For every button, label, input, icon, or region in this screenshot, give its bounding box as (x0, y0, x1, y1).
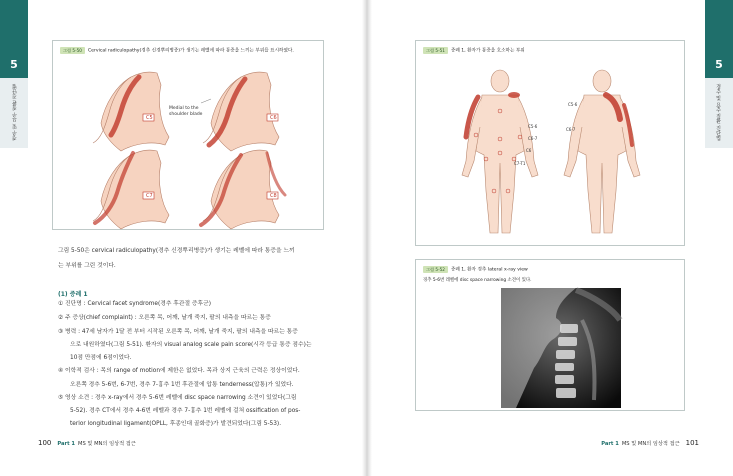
figure-tag: 그림 5-51 (423, 47, 448, 54)
tender-label: C5-6 (528, 124, 538, 129)
figure-tag: 그림 5-50 (60, 47, 85, 54)
level-c5: C5 (146, 115, 153, 121)
figure-tag: 그림 5-52 (423, 266, 448, 273)
footer-title-right: MS 및 MN의 임상적 접근 (621, 441, 680, 447)
svg-text:Medial to the: Medial to the (169, 106, 199, 111)
level-c8: C8 (270, 193, 277, 199)
figure-caption-text: 증례 1, 환자 경추 lateral x-ray view (450, 267, 528, 273)
cervical-xray (416, 260, 686, 412)
footer-title-left: MS 및 MN의 임상적 접근 (78, 441, 136, 447)
case-item: 오른쪽 경추 5-6번, 6-7번, 경추 7-흉추 1번 후관절에 압통 tenderness(압통)가 있었다. (70, 382, 294, 388)
chapter-tab-right (705, 0, 733, 78)
body-chart (416, 41, 686, 247)
paragraph-line-2: 는 부위를 그린 것이다. (58, 263, 116, 269)
figure-caption-text: Cervical radiculopathy(경추 신경뿌리병증)가 생기는 레벨에 따라 통증을 느끼는 부위를 표시하였다. (87, 48, 294, 54)
case-item: ② 주 증상(chief complaint) : 오른쪽 목, 어깨, 날개 죽지, 팔의 내측을 따르는 통증 (58, 315, 271, 321)
case-item: 으로 내원하였다(그림 5-51). 환자의 visual analog scale pain score(시각 등급 통증 점수)는 (70, 342, 312, 348)
paragraph-line-1: 그림 5-50은 cervical radiculopathy(경추 신경뿌리병증)가 생기는 레벨에 따라 통증을 느끼 (58, 248, 295, 254)
case-title: (1) 증례 1 (58, 291, 88, 298)
tender-label: C6 (526, 148, 532, 153)
footer-part-left: Part 1 (57, 441, 75, 447)
case-item: ④ 이학적 검사 : 목의 range of motion에 제한은 없었다. 목과 상지 근육의 근력은 정상이었다. (58, 368, 300, 374)
tender-label: C5-6 (568, 102, 578, 107)
case-item: 10점 만점에 6점이었다. (70, 355, 132, 361)
level-c6: C6 (270, 115, 277, 121)
svg-text:shoulder blade: shoulder blade (169, 112, 203, 117)
dermatome-illustration (53, 41, 325, 231)
tender-label: C6-7 (528, 136, 538, 141)
figure-5-52 (415, 259, 685, 411)
book-spine (362, 0, 372, 476)
page-number-left: 100 (38, 439, 52, 447)
case-item: 5-52). 경추 CT에서 경추 4-6번 레벨과 경추 7-흉추 1번 레벨에 걸쳐 ossification of pos- (70, 408, 301, 414)
case-item: ③ 병력 : 47세 남자가 1달 전 부터 시작된 오른쪽 목, 어깨, 날개 죽지, 팔의 내측을 따르는 통증 (58, 329, 298, 335)
tender-label: C7-T1 (514, 161, 526, 166)
level-c7: C7 (146, 193, 153, 199)
figure-5-50 (52, 40, 324, 230)
case-item: ⑤ 영상 소견 : 경추 x-ray에서 경추 5-6번 레벨에 disc space narrowing 소견이 있었다(그림 (58, 395, 297, 401)
case-item: ① 진단명 : Cervical facet syndrome(경추 후관절 증후군) (58, 301, 211, 307)
footer-part-right: Part 1 (601, 441, 619, 447)
chapter-number-right: 5 (715, 58, 723, 71)
chapter-side-text-right: 경추 및 요추 질환 진단법 (715, 84, 721, 141)
chapter-tab-left (0, 0, 28, 78)
body-back (564, 70, 640, 233)
medial-annotation (169, 105, 203, 117)
footer-left (38, 439, 136, 447)
figure-5-52-subcaption: 경추 5-6번 레벨에 disc space narrowing 소견이 있다. (423, 278, 532, 283)
chapter-side-text-left: 경추 및 요추 질환 진단법 (12, 84, 18, 141)
chapter-number-left: 5 (10, 58, 18, 71)
figure-5-51 (415, 40, 685, 246)
footer-right (601, 439, 699, 447)
tender-label: C6-7 (566, 127, 576, 132)
page-number-right: 101 (685, 439, 699, 447)
figure-caption-text: 증례 1, 환자가 통증을 호소하는 부위 (450, 48, 525, 54)
case-item: terior longitudinal ligament(OPLL, 후종인대 골화증)가 발견되었다(그림 5-53). (70, 421, 282, 427)
